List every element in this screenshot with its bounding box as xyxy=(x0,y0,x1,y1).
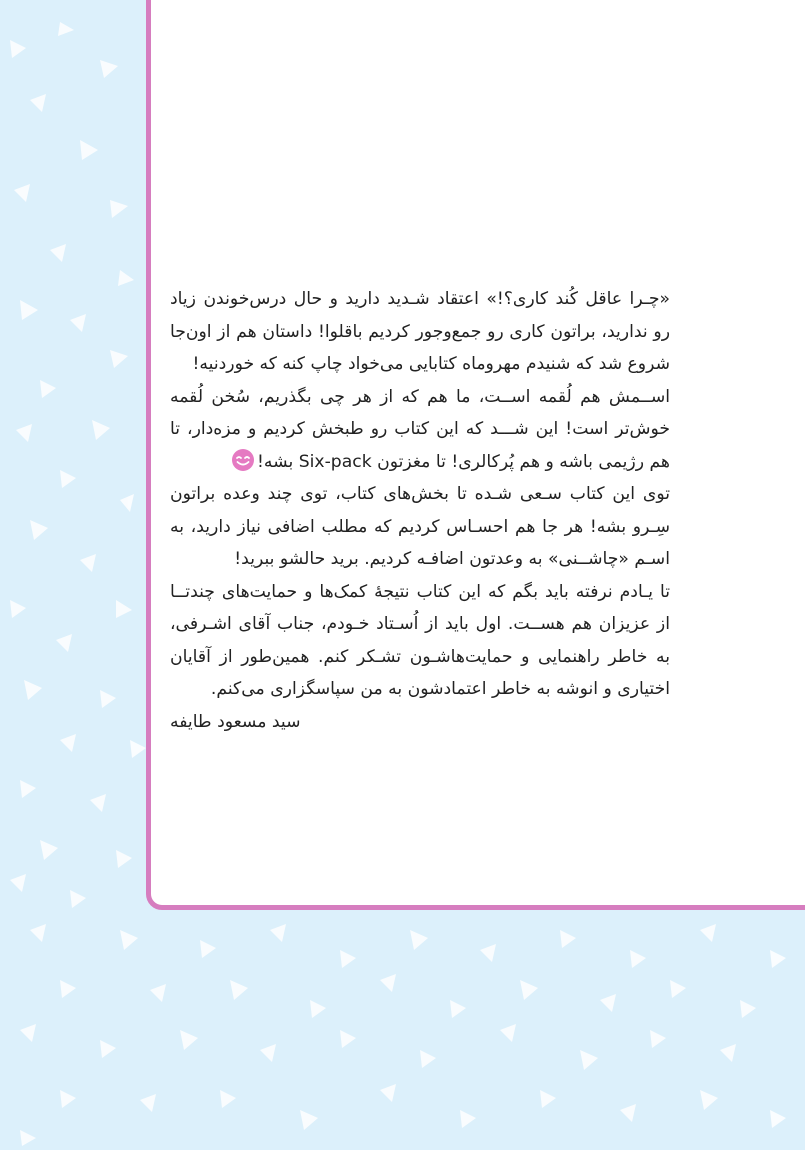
paragraph-3: توی این کتاب سـعی شـده تا بخش‌های کتاب، توی چند وعده براتون سِـرو بشه! هر جا هم احسـاس کردیم که مطلب اضافی نیاز دارید، به اسـم «چاشــنی» به وعدتون اضافـه کردیم. برید حالشو ببرید! xyxy=(170,484,670,569)
paragraph-1: «چـرا عاقل کُند کاری؟!» اعتقاد شـدید دارید و حال درس‌خوندن زیاد رو ندارید، براتون کاری رو جمع‌وجور کردیم باقلوا! داستان هم از اون‌جا شروع شد که شنیدم مهروماه کتابایی می‌خواد چاپ کنه که خوردنیه! xyxy=(170,289,670,374)
paragraph-2-text: اســمش هم لُقمه اســت، ما هم که از هر چی بگذریم، سُخن لُقمه خوش‌تر است! این شـــد که این کتاب رو طبخش کردیم و مزه‌دار، تا هم رژیمی باشه و هم پُرکالری! تا مغزتون xyxy=(170,386,670,472)
paragraph-4: تا یـادم نرفته باید بگم که این کتاب نتیجهٔ کمک‌ها و حمایت‌های چندتــا از عزیزان هم هســت. اول باید از اُسـتاد خـودم، جناب آقای اشـرفی، به خاطر راهنمایی و حمایت‌هاشـون تشـکر کنم. همین‌طور از آقایان اختیاری و انوشه به خاطر اعتمادشون به من سپاسگزاری می‌کنم. xyxy=(170,581,670,699)
book-preface xyxy=(170,283,670,738)
author-signature: سید مسعود طایفه xyxy=(170,711,301,732)
six-pack-term: Six-pack xyxy=(298,451,372,472)
paragraph-2-end: بشه! xyxy=(257,451,294,472)
paragraph-2 xyxy=(170,381,670,479)
smiley-face-icon xyxy=(231,448,255,472)
